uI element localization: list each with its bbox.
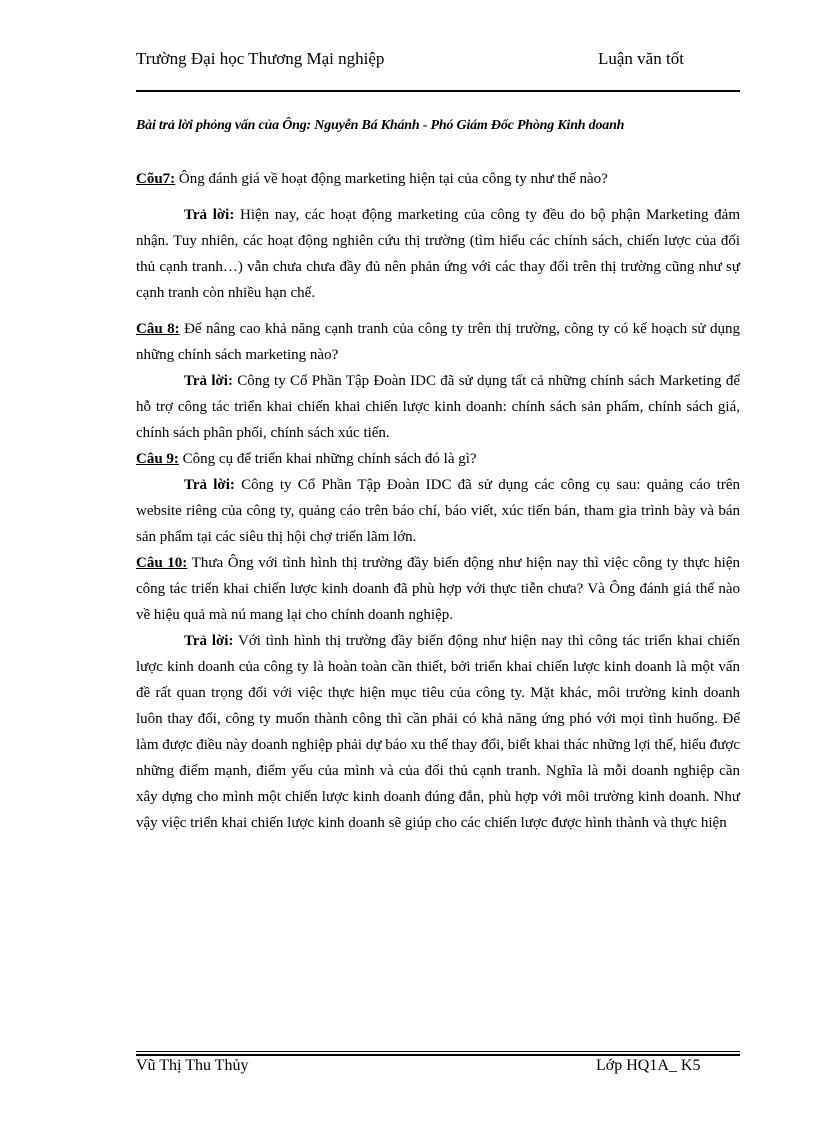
question-label: Câu 10: — [136, 555, 188, 571]
interview-title: Bài trả lời phỏng vấn của Ông: Nguyễn Bá Khánh - Phó Giám Đốc Phòng Kinh doanh — [136, 118, 625, 133]
answer-text: Công ty Cổ Phần Tập Đoàn IDC đã sử dụng tất cả những chính sách Marketing để hỗ trợ công tác triển khai chiến khai chiến lược kinh doanh: chính sách sản phẩm, chính sách giá, chính sách phân phối, chính sách xúc tiến. — [136, 373, 740, 441]
qa-block-8 — [136, 316, 740, 446]
question-label: Cõu7: — [136, 171, 176, 187]
answer-text: Công ty Cổ Phần Tập Đoàn IDC đã sử dụng các công cụ sau: quảng cáo trên website riêng của công ty, quảng cáo trên báo chí, báo viết, xúc tiến bán, tham gia trình bày và bán sản phẩm tại các siêu thị hội chợ triển lãm lớn. — [136, 477, 740, 545]
question-text: Công cụ để triển khai những chính sách đó là gì? — [178, 451, 477, 467]
answer-text: Với tình hình thị trường đầy biến động như hiện nay thì công tác triển khai chiến lược kinh doanh của công ty là hoàn toàn cần thiết, bởi triển khai chiến lược kinh doanh là một vấn đề rất quan trọng đối với việc thực hiện mục tiêu của công ty. Mặt khác, môi trường kinh doanh luôn thay đổi, công ty muốn thành công thì cần phải có khả năng ứng phó với mọi tình huống. Để làm được điều này doanh nghiệp phải dự báo xu thế thay đổi, biết khai thác những lợi thế, hiểu được những điểm mạnh, điểm yếu của mình và của đối thủ cạnh tranh. Nghĩa là mỗi doanh nghiệp cần xây dựng cho mình một chiến lược kinh doanh đúng đắn, phù hợp với môi trường kinh doanh. Như vậy việc triển khai chiến lược kinh doanh sẽ giúp cho các chiến lược được hình thành và thực hiện — [136, 633, 741, 831]
question-label: Câu 8: — [136, 321, 180, 337]
answer-7 — [136, 202, 740, 306]
header-divider — [136, 90, 740, 92]
footer-author: Vũ Thị Thu Thủy — [136, 1057, 249, 1074]
question-9 — [136, 446, 740, 472]
question-text: Để nâng cao khả năng cạnh tranh của công ty trên thị trường, công ty có kế hoạch sử dụng những chính sách marketing nào? — [136, 321, 741, 363]
answer-label: Trả lời: — [184, 373, 233, 389]
question-text: Ông đánh giá về hoạt động marketing hiện tại của công ty như thế nào? — [175, 171, 608, 187]
answer-label: Trả lời: — [184, 633, 234, 649]
qa-block-9 — [136, 446, 740, 550]
answer-9 — [136, 472, 740, 550]
question-10 — [136, 550, 740, 628]
question-8 — [136, 316, 740, 368]
answer-text: Hiện nay, các hoạt động marketing của công ty đều do bộ phận Marketing đảm nhận. Tuy nhiên, các hoạt động nghiên cứu thị trường (tìm hiểu các chính sách, chiến lược của đối thủ cạnh tranh…) vẫn chưa chưa đầy đủ nên phản ứng với các thay đổi trên thị trường cũng như sự cạnh tranh còn nhiều hạn chế. — [136, 207, 741, 301]
answer-label: Trả lời: — [184, 477, 235, 493]
question-text: Thưa Ông với tình hình thị trường đầy biến động như hiện nay thì việc công ty thực hiện công tác triển khai chiến lược kinh doanh đã phù hợp với thực tiễn chưa? Và Ông đánh giá thế nào về hiệu quả mà nú mang lại cho chính doanh nghiệp. — [136, 555, 740, 623]
document-body — [136, 166, 740, 836]
question-7 — [136, 166, 740, 192]
qa-block-7 — [136, 166, 740, 306]
footer-divider-thin — [136, 1051, 740, 1052]
header-school-name: Trường Đại học Thương Mại nghiệp — [136, 49, 385, 68]
answer-8 — [136, 368, 740, 446]
answer-10 — [136, 628, 740, 836]
footer-class: Lớp HQ1A_ K5 — [596, 1057, 701, 1074]
qa-block-10 — [136, 550, 740, 836]
answer-label: Trả lời: — [184, 207, 235, 223]
header-thesis-label: Luận văn tốt — [598, 49, 684, 68]
question-label: Câu 9: — [136, 451, 179, 467]
